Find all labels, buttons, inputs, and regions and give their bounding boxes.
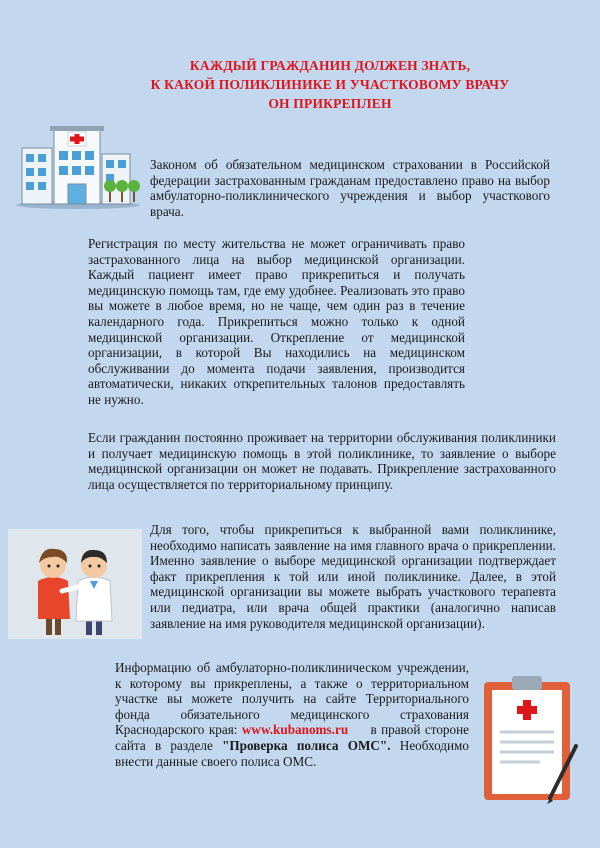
hospital-building-icon <box>14 118 142 210</box>
info-text-end: Необходимо внести данные своего полиса ОМС. <box>115 737 469 769</box>
doctor-and-patient-illustration <box>8 529 142 639</box>
paragraph-territorial: Если гражданин постоянно проживает на территории обслуживания поликлиники и получает медицинскую помощь в этой поликлинике, то заявление о выборе медицинской организации он может не подавать. Прикрепление застрахованного лица осуществляется по территориальному принципу. <box>88 430 556 492</box>
title-line-2: К КАКОЙ ПОЛИКЛИНИКЕ И УЧАСТКОВОМУ ВРАЧУ <box>150 77 510 92</box>
title-line-1: КАЖДЫЙ ГРАЖДАНИН ДОЛЖЕН ЗНАТЬ, <box>189 58 471 73</box>
kubanoms-link[interactable]: www.kubanoms.ru <box>241 722 349 738</box>
page-title <box>110 56 550 113</box>
title-line-3: ОН ПРИКРЕПЛЕН <box>268 96 392 111</box>
policy-check-section: "Проверка полиса ОМС". <box>222 737 391 753</box>
paragraph-registration: Регистрация по месту жительства не может ограничивать право застрахованного лица на выбор медицинской организации. Каждый пациент имеет право прикрепиться и получать медицинскую помощь там, где ему удобнее. Реализовать это право вы можете в любое время, но не чаще, чем один раз в течение календарного года. Прикрепиться можно только к одной медицинской организации. Открепление от медицинской организации, в которой Вы находились на медицинском обслуживании до момента подачи заявления, производится автоматически, никаких открепительных талонов предоставлять не нужно. <box>88 236 465 407</box>
info-text-mid: в правой стороне сайта в разделе <box>115 722 473 753</box>
paragraph-information <box>115 660 473 769</box>
medical-clipboard-icon <box>478 674 586 806</box>
paragraph-application: Для того, чтобы прикрепиться к выбранной вами поликлинике, необходимо написать заявление на имя главного врача о прикреплении. Именно заявление о выборе медицинской организации подтверждает факт прикрепления к той или иной поликлинике. Далее, в этой медицинской организации вы можете выбрать участкового терапевта или педиатра, или врача общей практики (аналогично написав заявление на имя руководителя медицинской организации). <box>150 522 556 631</box>
paragraph-intro: Законом об обязательном медицинском страховании в Российской федерации застрахованным гражданам предоставлено право на выбор амбулаторно-поликлинического учреждения и выбор участкового врача. <box>150 157 550 219</box>
info-text-start: Информацию об амбулаторно-поликлиническом учреждении, к которому вы прикреплены, а также о территориальном участке вы можете получить на сайте Территориального фонда обязательного медицинского страхования Краснодарского края: <box>115 660 469 738</box>
